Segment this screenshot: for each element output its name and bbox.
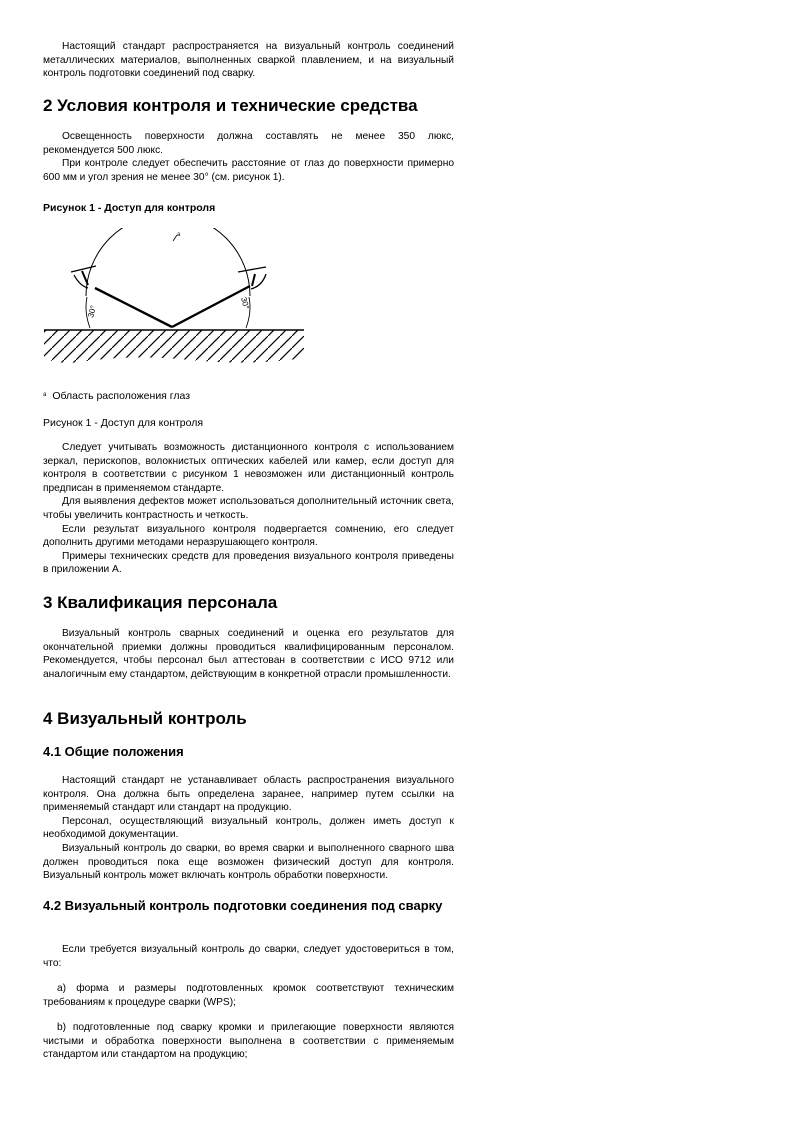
- list-item-a-block: [43, 982, 454, 1009]
- figure-1-caption: Рисунок 1 - Доступ для контроля: [43, 417, 204, 429]
- surface-hatching: [44, 330, 304, 363]
- remote-inspection-paragraph: Следует учитывать возможность дистанционного контроля с использованием зеркал, перископов, волокнистых оптических кабелей или камер, если доступ для контроля в соответствии с рисунком 1 невозможен или дистанционный контроль предписан в применяемом стандарте.: [43, 442, 454, 494]
- section-4-1-paragraphs: [43, 774, 454, 883]
- intro-paragraph: Настоящий стандарт распространяется на визуальный контроль соединений металлических материалов, выполненных сваркой плавлением, и на визуальный контроль подготовки соединений под сварку.: [43, 41, 454, 80]
- sight-line-right: [172, 286, 250, 327]
- section-2-heading: 2 Условия контроля и технические средства: [43, 96, 418, 115]
- figure-marker-a: a: [177, 232, 181, 238]
- intro-block: [43, 40, 454, 81]
- pre-weld-paragraph: Если требуется визуальный контроль до сварки, следует удостовериться в том, что:: [43, 944, 454, 969]
- doubt-paragraph: Если результат визуального контроля подвергается сомнению, его следует дополнить другими методами неразрушающего контроля.: [43, 523, 454, 549]
- section-2-paragraphs-after-figure: [43, 441, 454, 577]
- extra-light-paragraph: Для выявления дефектов может использоваться дополнительный источник света, чтобы увеличить контрастность и четкость.: [43, 496, 454, 521]
- note-marker: a: [43, 392, 47, 398]
- timing-paragraph: Визуальный контроль до сварки, во время сварки и выполненного сварного шва должен проводиться пока еще возможен физический доступ для контроля. Визуальный контроль может включать контроль обработки поверхности.: [43, 842, 454, 882]
- eye-icon-left: [71, 266, 96, 288]
- section-4-2-paragraphs: [43, 943, 454, 970]
- section-4-heading: 4 Визуальный контроль: [43, 709, 247, 728]
- list-item-a: a) форма и размеры подготовленных кромок соответствуют техническим требованиям к процедуре сварки (WPS);: [43, 983, 454, 1008]
- section-4-2-heading: 4.2 Визуальный контроль подготовки соединения под сварку: [43, 898, 443, 913]
- section-4-1-heading: 4.1 Общие положения: [43, 744, 184, 759]
- figure-note: [43, 390, 454, 402]
- angle-label-right: 30°: [239, 296, 251, 311]
- list-item-b-block: [43, 1021, 454, 1062]
- figure-1-title: Рисунок 1 - Доступ для контроля: [43, 202, 216, 214]
- figure-1-diagram: [40, 228, 310, 370]
- angle-label-left: 30°: [86, 304, 99, 319]
- section-3-heading: 3 Квалификация персонала: [43, 593, 278, 612]
- documentation-paragraph: Персонал, осуществляющий визуальный контроль, должен иметь доступ к необходимой документации.: [43, 815, 454, 841]
- eye-icon-right: [238, 267, 266, 289]
- scope-paragraph: Настоящий стандарт не устанавливает область распространения визуального контроля. Она должна быть определена заранее, например путем ссылки на применяемый стандарт или стандарт на продукцию.: [43, 775, 454, 814]
- illumination-paragraph: Освещенность поверхности должна составлять не менее 350 люкс, рекомендуется 500 люкс.: [43, 131, 454, 156]
- viewing-distance-paragraph: При контроле следует обеспечить расстояние от глаз до поверхности примерно 600 мм и угол зрения не менее 30° (см. рисунок 1).: [43, 158, 454, 183]
- note-text: Область расположения глаз: [52, 390, 191, 402]
- list-item-b: b) подготовленные под сварку кромки и прилегающие поверхности являются чистыми и обработка поверхности выполнена в соответствии с применяемым стандартом или стандартом на продукцию;: [43, 1022, 454, 1061]
- qualification-paragraph: Визуальный контроль сварных соединений и оценка его результатов для окончательной приемки должны проводиться квалифицированным персоналом. Рекомендуется, чтобы персонал был аттестован в соответствии с ИСО 9712 или аналогичным ему стандартом, действующим в конкретной отрасли промышленности.: [43, 628, 454, 680]
- examples-paragraph: Примеры технических средств для проведения визуального контроля приведены в приложении А.: [43, 550, 454, 576]
- section-3-paragraphs: [43, 627, 454, 681]
- sight-line-left: [95, 288, 172, 327]
- eye-zone-arc: [86, 228, 250, 296]
- section-2-paragraphs: [43, 130, 454, 184]
